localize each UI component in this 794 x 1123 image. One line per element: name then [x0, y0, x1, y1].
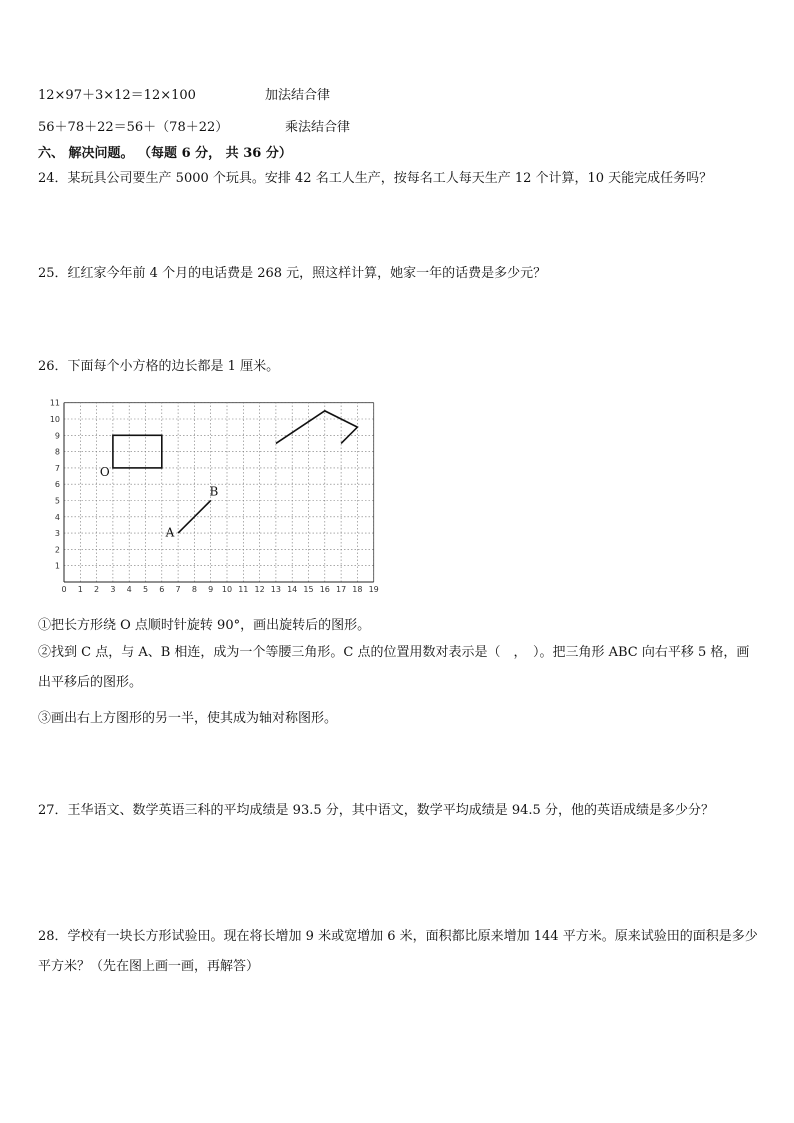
- question-26-sub2: ②找到 C 点，与 A、B 相连，成为一个等腰三角形。C 点的位置用数对表示是（ ， ）。把三角形 ABC 向右平移 5 格，画出平移后的图形。: [38, 645, 750, 690]
- x-tick-label: 5: [142, 585, 149, 594]
- x-tick-label: 11: [238, 585, 249, 594]
- question-27: 27．王华语文、数学英语三科的平均成绩是 93.5 分，其中语文，数学平均成绩是 94.5 分，他的英语成绩是多少分？: [38, 803, 714, 818]
- equation-line-1: [38, 84, 196, 103]
- x-tick-label: 14: [287, 585, 298, 594]
- x-tick-label: 9: [208, 585, 214, 594]
- x-tick-label: 1: [77, 585, 83, 594]
- question-28: 28．学校有一块长方形试验田。现在将长增加 9 米或宽增加 6 米，面积都比原来增加 144 平方米。原来试验田的面积是多少平方米？（先在图上画一画，再解答）: [38, 929, 758, 974]
- y-tick-label: 5: [54, 496, 60, 506]
- x-tick-label: 18: [352, 585, 363, 594]
- x-tick-label: 8: [191, 585, 197, 594]
- x-tick-label: 6: [159, 585, 165, 594]
- x-tick-label: 2: [94, 585, 100, 594]
- y-tick-label: 3: [54, 529, 60, 539]
- point-label-o: O: [99, 465, 110, 480]
- x-tick-label: 7: [175, 585, 181, 594]
- half-figure-polyline: [276, 411, 358, 444]
- equation-line-2: [38, 116, 228, 135]
- law-label-1: 加法结合律: [265, 88, 331, 103]
- y-tick-label: 4: [54, 512, 60, 522]
- y-tick-label: 11: [49, 398, 60, 408]
- x-tick-label: 4: [126, 585, 132, 594]
- section-heading: 六、 解决问题。 （每题 6 分， 共 36 分）: [38, 146, 292, 161]
- x-tick-label: 13: [270, 585, 281, 594]
- x-tick-label: 12: [254, 585, 265, 594]
- question-24: 24．某玩具公司要生产 5000 个玩具。安排 42 名工人生产，按每名工人每天生产 12 个计算，10 天能完成任务吗？: [38, 171, 713, 186]
- coordinate-grid: [38, 392, 398, 594]
- x-tick-label: 16: [319, 585, 330, 594]
- equation-expr: 12×97＋3×12＝12×100: [38, 88, 196, 103]
- y-tick-label: 6: [54, 480, 60, 490]
- y-tick-label: 2: [54, 545, 60, 555]
- y-tick-label: 9: [54, 431, 60, 441]
- x-tick-label: 19: [368, 585, 379, 594]
- y-tick-label: 8: [54, 447, 60, 457]
- y-tick-label: 10: [49, 415, 60, 424]
- question-26-stem: 26．下面每个小方格的边长都是 1 厘米。: [38, 359, 280, 374]
- question-25: 25．红红家今年前 4 个月的电话费是 268 元，照这样计算，她家一年的话费是多少元？: [38, 266, 547, 281]
- x-tick-label: 15: [303, 585, 314, 594]
- point-label-b: B: [209, 484, 219, 499]
- equation-expr: 56＋78＋22＝56＋（78＋22）: [38, 120, 229, 135]
- question-26-sub1: ①把长方形绕 O 点顺时针旋转 90°，画出旋转后的图形。: [38, 618, 371, 633]
- y-tick-label: 7: [54, 463, 60, 473]
- x-tick-label: 3: [110, 585, 116, 594]
- x-tick-label: 0: [61, 585, 67, 594]
- y-tick-label: 1: [54, 561, 60, 571]
- x-tick-label: 17: [336, 585, 347, 594]
- point-label-a: A: [165, 525, 175, 540]
- x-tick-label: 10: [221, 585, 233, 594]
- question-26-sub3: ③画出右上方图形的另一半，使其成为轴对称图形。: [38, 711, 338, 726]
- law-label-2: 乘法结合律: [285, 120, 351, 135]
